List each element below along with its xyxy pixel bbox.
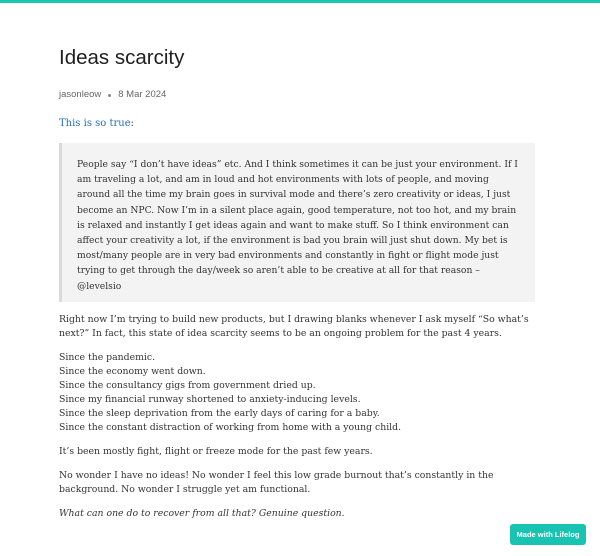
since-line: Since the economy went down. <box>59 365 206 377</box>
quote-text: People say “I don’t have ideas” etc. And I think sometimes it can be just your environment. If I am traveling a lot, and am in loud and hot environments with lots of people, and moving around all the time my brain goes in survival mode and there’s zero creativity or ideas, I just become an NPC. Now I’m in a silent place again, good temperature, not too hot, and my brain is relaxed and instantly I get ideas again and want to make stuff. So I think environment can affect your creativity a lot, if the environment is bad you brain will just shut down. My bet is most/many people are in very bad environments and constantly in fight or flight mode just trying to get through the day/week so aren’t able to be creative at all for that reason – @levelsio <box>77 159 518 292</box>
since-list <box>59 351 535 435</box>
post-article <box>59 44 535 521</box>
since-line: Since the pandemic. <box>59 351 156 363</box>
top-accent-bar <box>0 0 600 3</box>
separator-dot-icon <box>108 94 111 97</box>
paragraph-4: What can one do to recover from all that? Genuine question. <box>59 507 345 519</box>
intro-line <box>59 115 535 133</box>
intro-suffix: : <box>130 118 134 129</box>
paragraph-3: No wonder I have no ideas! No wonder I feel this low grade burnout that’s constantly in the background. No wonder I struggle yet am functional. <box>59 469 494 495</box>
made-with-lifelog-button[interactable]: Made with Lifelog <box>510 524 586 545</box>
intro-link[interactable]: This is so true <box>59 118 131 129</box>
since-line: Since the sleep deprivation from the early days of caring for a baby. <box>59 407 380 419</box>
paragraph-1: Right now I’m trying to build new products, but I drawing blanks whenever I ask myself “So what’s next?” In fact, this state of idea scarcity seems to be an ongoing problem for the past 4 years. <box>59 313 529 339</box>
since-line: Since the consultancy gigs from government dried up. <box>59 379 316 391</box>
post-meta <box>59 88 535 102</box>
paragraph-2: It’s been mostly fight, flight or freeze mode for the past few years. <box>59 445 373 457</box>
since-line: Since my financial runway shortened to anxiety-inducing levels. <box>59 393 361 405</box>
post-date: 8 Mar 2024 <box>118 89 167 100</box>
blockquote <box>59 143 535 302</box>
page-title: Ideas scarcity <box>59 46 185 69</box>
since-line: Since the constant distraction of working from home with a young child. <box>59 421 402 433</box>
author-name[interactable]: jasonleow <box>59 89 102 100</box>
